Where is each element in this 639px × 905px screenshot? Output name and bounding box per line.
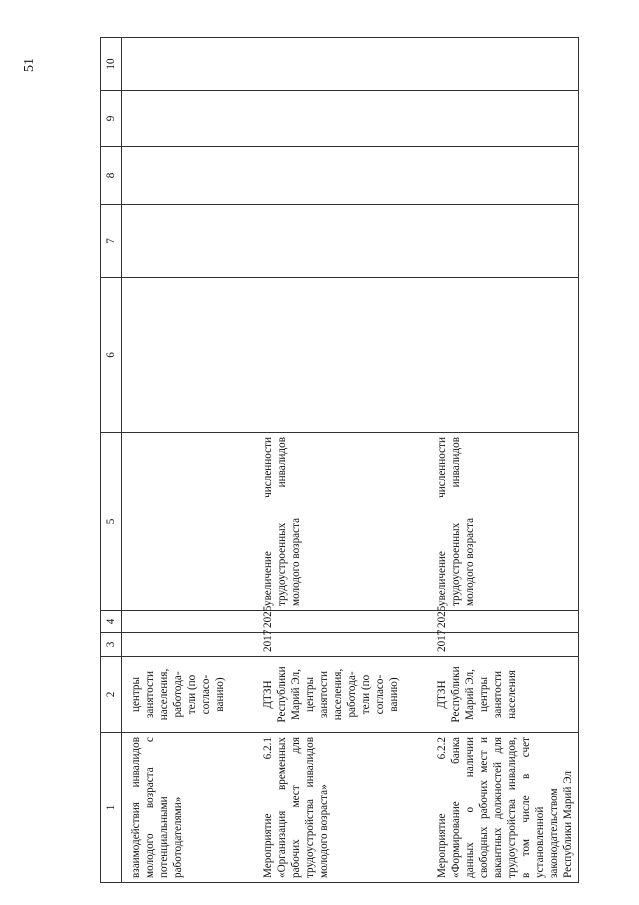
end-year-cell: 2025 — [428, 611, 579, 633]
empty-cell — [254, 278, 404, 433]
col-header-9: 9 — [101, 91, 122, 147]
result-cell: увеличение численности трудоустроенных инвалидов молодого возраста — [428, 433, 579, 611]
col-header-8: 8 — [101, 147, 122, 205]
start-year-cell: 2017 — [428, 633, 579, 657]
empty-cell — [428, 38, 579, 91]
empty-cell — [122, 38, 231, 91]
col-header-3: 3 — [101, 633, 122, 657]
empty-cell — [254, 147, 404, 205]
empty-cell — [122, 205, 231, 278]
col-header-5: 5 — [101, 433, 122, 611]
empty-cell — [254, 38, 404, 91]
table-row — [428, 38, 579, 883]
measures-table — [100, 37, 579, 883]
start-year-cell — [122, 633, 231, 657]
table-row — [254, 38, 404, 883]
measure-cell: взаимодействия инвалидов молодого возраста с потенциальными работодателями» — [122, 733, 231, 883]
col-header-7: 7 — [101, 205, 122, 278]
empty-cell — [122, 91, 231, 147]
empty-cell — [428, 147, 579, 205]
result-cell: увеличение численности трудоустроенных инвалидов молодого возраста — [254, 433, 404, 611]
header-row — [101, 38, 122, 883]
executor-cell: ДТЗН Республики Марий Эл, центры занятости населения — [428, 657, 579, 733]
measure-cell: Мероприятие 6.2.1 «Организация временных рабочих мест для трудоустройства инвалидов молодого возраста» — [254, 733, 404, 883]
col-header-4: 4 — [101, 611, 122, 633]
executor-cell: ДТЗН Республики Марий Эл, центры занятости населения, работода-тели (по согласо-ванию) — [254, 657, 404, 733]
result-cell — [122, 433, 231, 611]
col-header-1: 1 — [101, 733, 122, 883]
empty-cell — [122, 278, 231, 433]
col-header-10: 10 — [101, 38, 122, 91]
end-year-cell: 2025 — [254, 611, 404, 633]
spacer-row — [230, 38, 254, 883]
measure-cell: Мероприятие 6.2.2 «Формирование банка данных о наличии свободных рабочих мест и вакантных должностей для трудоустройства инвалидов, в том числе в счет установленной законодательством Республики Марий Эл — [428, 733, 579, 883]
page-number: 51 — [22, 58, 37, 72]
empty-cell — [122, 147, 231, 205]
spacer-row — [404, 38, 428, 883]
start-year-cell: 2017 — [254, 633, 404, 657]
executor-cell: центры занятости населения, работода-тели (по согласо-ванию) — [122, 657, 231, 733]
table-row — [122, 38, 231, 883]
empty-cell — [428, 278, 579, 433]
end-year-cell — [122, 611, 231, 633]
empty-cell — [254, 91, 404, 147]
col-header-2: 2 — [101, 657, 122, 733]
empty-cell — [254, 205, 404, 278]
empty-cell — [428, 91, 579, 147]
col-header-6: 6 — [101, 278, 122, 433]
empty-cell — [428, 205, 579, 278]
